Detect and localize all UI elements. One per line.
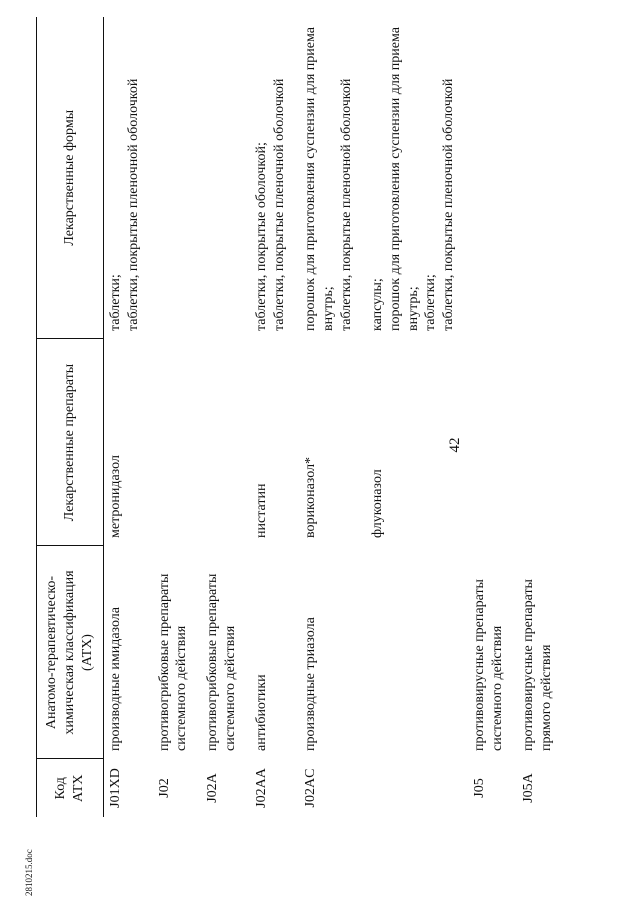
document-filename: 2810215.doc [24,849,34,896]
header-forms: Лекарственные формы [37,17,104,339]
header-code: Код АТХ [37,759,104,817]
atx-drug-table [36,17,566,817]
dosage-form-line: таблетки, покрытые пленочной оболочкой [441,78,457,331]
table-row [468,17,517,817]
cell-classification [366,546,469,759]
dosage-form-line: таблетки; [423,274,439,331]
cell-forms [201,17,250,339]
table-row [153,17,202,817]
table-row [299,17,366,817]
table-row [103,17,152,817]
cell-forms [250,17,299,339]
cell-classification: производные имидазола [107,606,123,751]
cell-code: J02AC [302,768,318,808]
cell-drug [468,339,517,546]
cell-classification: противовирусные препараты системного действия [472,579,506,751]
cell-forms [517,17,566,339]
table-row [366,17,469,817]
cell-forms [103,17,152,339]
cell-classification: антибиотики [254,674,270,751]
header-classification: Анатомо-терапевтическо-химическая классификация (АТХ) [37,546,104,759]
cell-code: J05 [472,778,488,798]
cell-drug: нистатин [254,483,270,538]
cell-code: J02AA [254,768,270,808]
cell-drug: вориконазол* [302,456,318,538]
header-drugs: Лекарственные препараты [37,339,104,546]
table-header-row [37,17,104,817]
dosage-form-line: порошок для приготовления суспензии для приема внутрь; [302,27,336,331]
cell-drug: метронидазол [107,455,123,538]
cell-forms [299,17,366,339]
cell-drug [153,339,202,546]
cell-code: J01XD [107,768,123,808]
dosage-form-line: таблетки; [107,274,123,331]
dosage-form-line: таблетки, покрытые пленочной оболочкой [272,78,288,331]
cell-drug [517,339,566,546]
cell-classification: противогрибковые препараты системного действия [156,573,190,751]
cell-classification: противовирусные препараты прямого действия [521,579,554,751]
cell-forms [468,17,517,339]
dosage-form-line: таблетки, покрытые пленочной оболочкой [125,78,141,331]
cell-drug: флуконазол [369,469,385,538]
cell-code: J02 [156,778,172,798]
cell-classification: противогрибковые препараты системного действия [205,573,239,751]
dosage-form-line: таблетки, покрытые оболочкой; [254,142,270,331]
table-body [103,17,566,817]
cell-code: J05A [521,773,537,803]
table-row [517,17,566,817]
table-header [37,17,104,817]
table-row [201,17,250,817]
table-row [250,17,299,817]
cell-classification: производные триазола [302,617,318,751]
cell-code: J02A [205,773,221,803]
cell-drug [201,339,250,546]
dosage-form-line: капсулы; [369,278,385,331]
cell-code [366,759,469,817]
dosage-form-line: таблетки, покрытые пленочной оболочкой [338,78,354,331]
cell-forms [366,17,469,339]
cell-forms [153,17,202,339]
page-number: 42 [447,437,463,453]
dosage-form-line: порошок для приготовления суспензии для приема внутрь; [387,27,421,331]
